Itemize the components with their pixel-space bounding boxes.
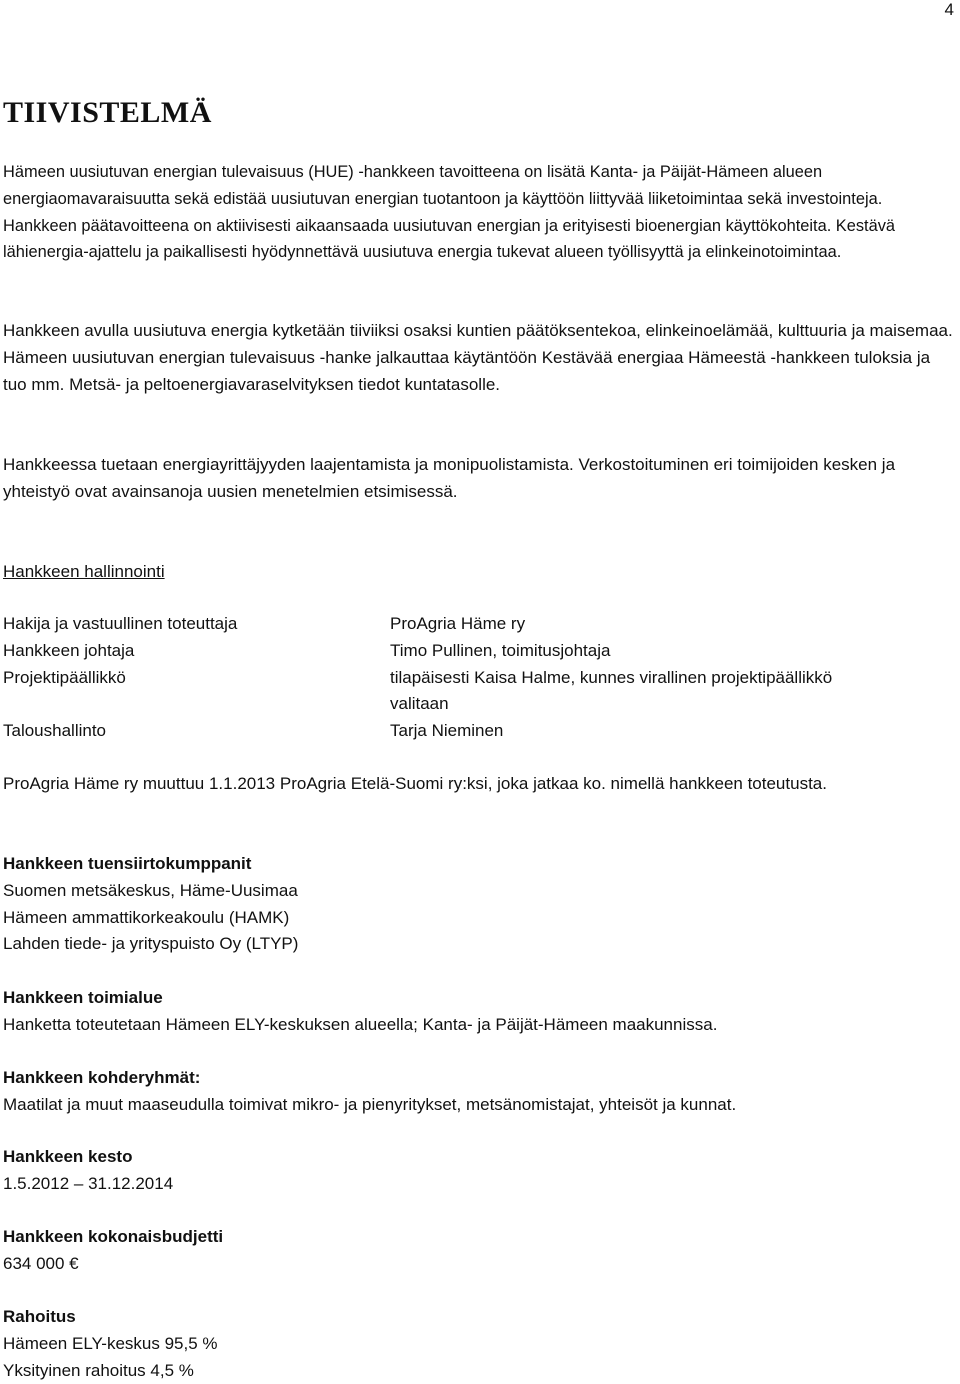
person-director: Timo Pullinen, toimitusjohtaja: [390, 640, 611, 660]
funding-heading: Rahoitus: [3, 1307, 76, 1326]
duration-section: [3, 1144, 958, 1198]
budget-heading: Hankkeen kokonaisbudjetti: [3, 1227, 224, 1246]
partners-section: [3, 851, 958, 958]
person-project-manager-cont: valitaan: [390, 694, 449, 714]
partner-item: Hämeen ammattikorkeakoulu (HAMK): [3, 907, 290, 927]
administration-roles: [3, 611, 383, 745]
targets-section: [3, 1065, 958, 1119]
support-paragraph: Hankkeessa tuetaan energiayrittäjyyden laajentamista ja monipuolistamista. Verkostoituminen eri toimijoiden kesken ja yhteistyö ovat avainsanoja uusien menetelmien etsimisessä.: [3, 455, 896, 501]
role-finance: Taloushallinto: [3, 721, 107, 741]
targets-text: Maatilat ja muut maaseudulla toimivat mikro- ja pienyritykset, metsänomistajat, yhteisöt ja kunnat.: [3, 1094, 737, 1114]
area-text: Hanketta toteutetaan Hämeen ELY-keskuksen alueella; Kanta- ja Päijät-Hämeen maakunnissa.: [3, 1014, 718, 1034]
funding-item: Hämeen ELY-keskus 95,5 %: [3, 1333, 218, 1353]
partner-item: Lahden tiede- ja yrityspuisto Oy (LTYP): [3, 934, 299, 954]
budget-text: 634 000 €: [3, 1253, 79, 1273]
area-heading: Hankkeen toimialue: [3, 988, 163, 1007]
page-number: 4: [944, 0, 954, 19]
funding-item: Yksityinen rahoitus 4,5 %: [3, 1360, 194, 1380]
person-project-manager: tilapäisesti Kaisa Halme, kunnes virallinen projektipäällikkö: [390, 667, 833, 687]
duration-heading: Hankkeen kesto: [3, 1147, 133, 1166]
funding-section: [3, 1304, 958, 1384]
duration-text: 1.5.2012 – 31.12.2014: [3, 1173, 174, 1193]
administration-heading: Hankkeen hallinnointi: [3, 562, 165, 581]
role-applicant: Hakija ja vastuullinen toteuttaja: [3, 614, 238, 633]
administration-persons: [390, 611, 950, 745]
partners-heading: Hankkeen tuensiirtokumppanit: [3, 854, 252, 873]
page-title: TIIVISTELMÄ: [3, 96, 212, 129]
role-director: Hankkeen johtaja: [3, 640, 135, 660]
person-finance: Tarja Nieminen: [390, 721, 504, 741]
role-project-manager: Projektipäällikkö: [3, 667, 126, 687]
person-applicant: ProAgria Häme ry: [390, 614, 526, 633]
role-spacer: [3, 691, 383, 718]
integration-paragraph: Hankkeen avulla uusiutuva energia kytketään tiiviiksi osaksi kuntien päätöksentekoa, elinkeinoelämää, kulttuuria ja maisemaa. Hämeen uusiutuvan energian tulevaisuus -hanke jalkauttaa käytäntöön Kestävää energiaa Hämeestä -hankkeen tuloksia ja tuo mm. Metsä- ja peltoenergiavaraselvityksen tiedot kuntatasolle.: [3, 321, 953, 394]
partner-item: Suomen metsäkeskus, Häme-Uusimaa: [3, 880, 298, 900]
targets-heading: Hankkeen kohderyhmät:: [3, 1068, 201, 1087]
intro-paragraph: Hämeen uusiutuvan energian tulevaisuus (HUE) -hankkeen tavoitteena on lisätä Kanta- ja Päijät-Hämeen alueen energiaomavaraisuutta sekä edistää uusiutuvan energian tuotantoon ja käyttöön liittyvää liiketoimintaa sekä investointeja. Hankkeen päätavoitteena on aktiivisesti aikaansaada uusiutuvan energian ja erityisesti bioenergian käyttökohteita. Kestävä lähienergia-ajattelu ja paikallisesti hyödynnettävä uusiutuva energia tukevat alueen työllisyyttä ja elinkeinotoimintaa.: [3, 163, 896, 262]
budget-section: [3, 1224, 958, 1278]
transfer-note: ProAgria Häme ry muuttuu 1.1.2013 ProAgria Etelä-Suomi ry:ksi, joka jatkaa ko. nimellä hankkeen toteutusta.: [3, 774, 827, 793]
area-section: [3, 985, 958, 1039]
